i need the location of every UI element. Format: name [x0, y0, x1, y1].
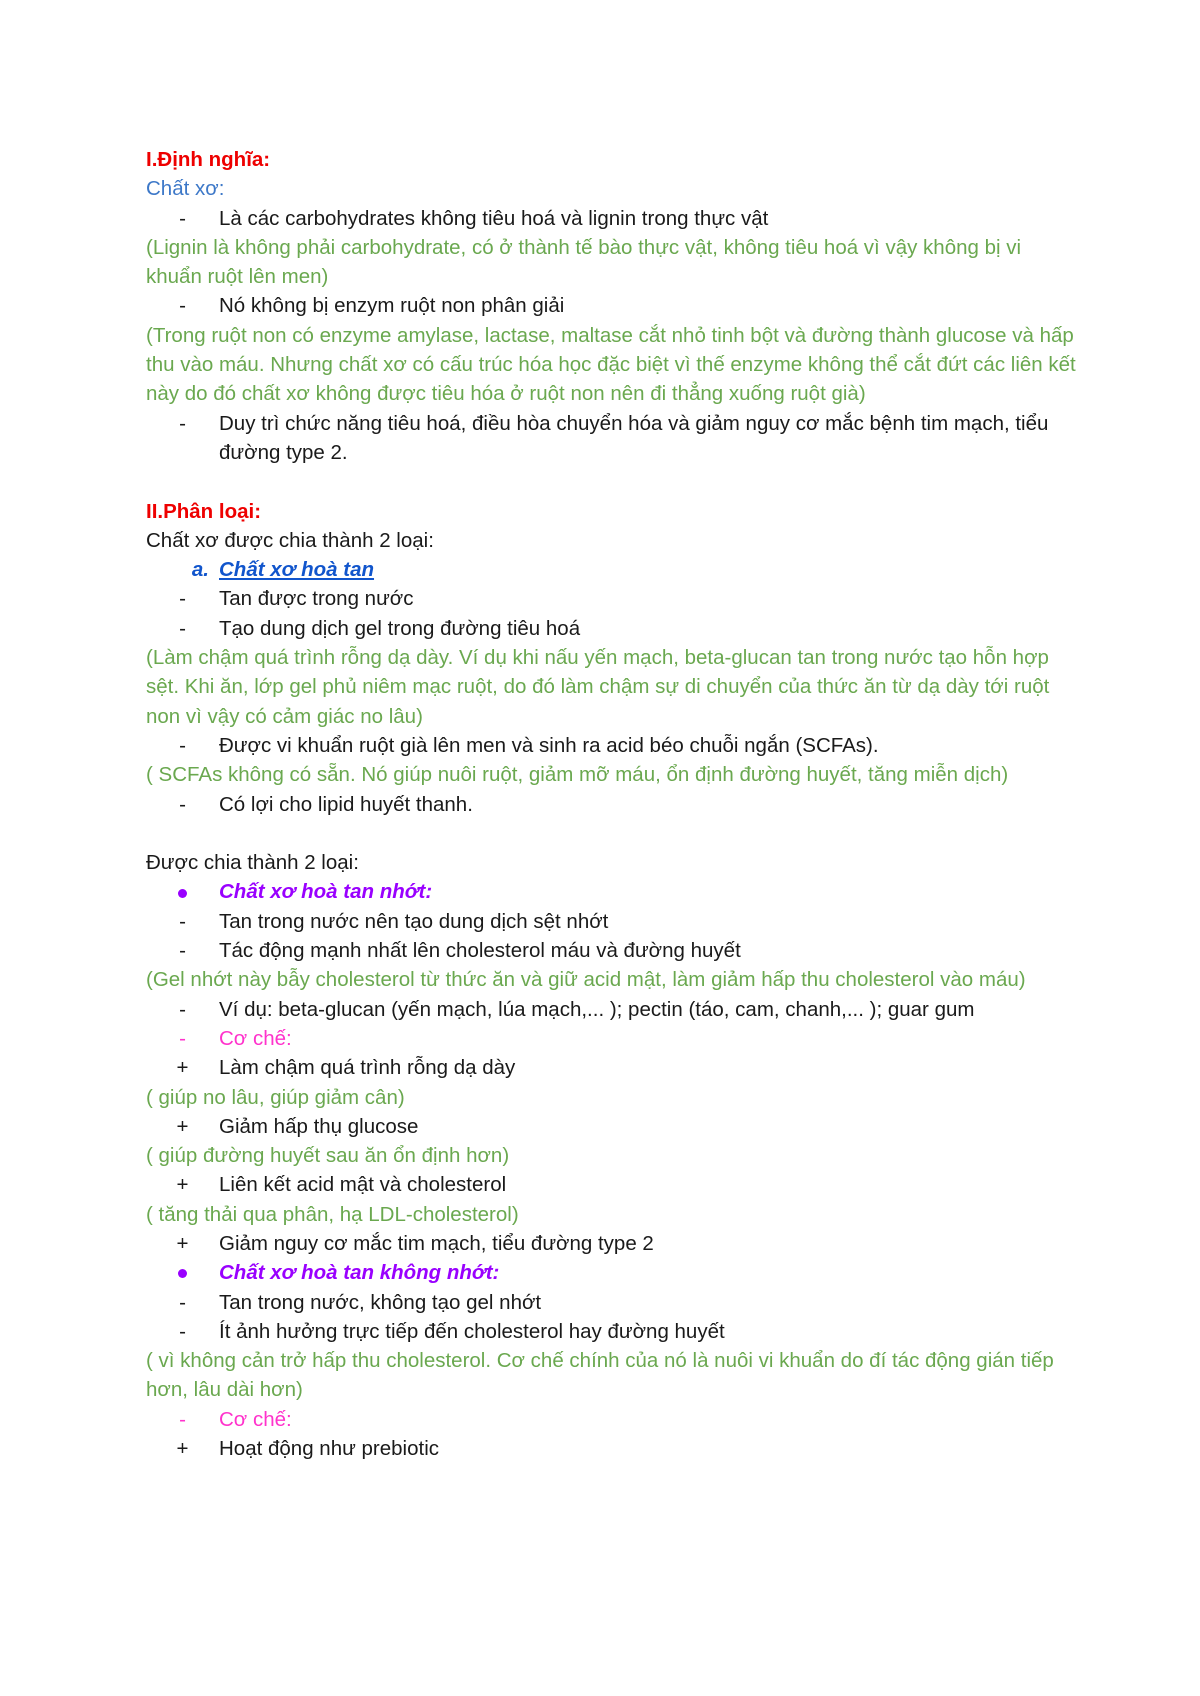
section-heading-definition: I.Định nghĩa:	[146, 148, 271, 171]
plus-item	[146, 1053, 1076, 1082]
list-item	[146, 907, 1076, 936]
letter-marker: a.	[191, 558, 209, 582]
note-text: ( vì không cản trở hấp thu cholesterol. Cơ chế chính của nó là nuôi vi khuẩn do đí tác động gián tiếp hơn, lâu dài hơn)	[146, 1349, 1054, 1402]
mechanism-label: Cơ chế:	[219, 1407, 292, 1431]
list-item-text: Tác động mạnh nhất lên cholesterol máu và đường huyết	[219, 939, 741, 963]
list-item	[146, 204, 1076, 233]
note-text: ( giúp đường huyết sau ăn ổn định hơn)	[146, 1144, 510, 1168]
dash-marker: -	[179, 939, 186, 963]
plus-item	[146, 1112, 1076, 1141]
note-text: ( giúp no lâu, giúp giảm cân)	[146, 1085, 405, 1109]
plus-item-text: Giảm nguy cơ mắc tim mạch, tiểu đường type 2	[219, 1231, 654, 1255]
note-text: (Trong ruột non có enzyme amylase, lactase, maltase cắt nhỏ tinh bột và đường thành glucose và hấp thu vào máu. Nhưng chất xơ có cấu trúc hóa học đặc biệt vì thế enzyme không thể cắt đứt các liên kết này do đó chất xơ không được tiêu hóa ở ruột non nên đi thẳng xuống ruột già)	[146, 323, 1076, 406]
list-item	[146, 584, 1076, 613]
dash-marker: -	[179, 587, 186, 611]
mechanism-label-item	[146, 1405, 1076, 1434]
plus-marker: +	[176, 1114, 189, 1138]
list-item	[146, 790, 1076, 819]
dash-marker: -	[179, 792, 186, 816]
dash-marker: -	[179, 1026, 186, 1050]
plus-item	[146, 1434, 1076, 1463]
dash-marker: -	[179, 733, 186, 757]
mechanism-label-item	[146, 1024, 1076, 1053]
plus-marker: +	[176, 1056, 189, 1080]
plus-item-text: Làm chậm quá trình rỗng dạ dày	[219, 1056, 516, 1080]
subheading-fiber: Chất xơ:	[146, 177, 225, 201]
dash-marker: -	[179, 206, 186, 230]
list-item	[146, 995, 1076, 1024]
list-item-text: Duy trì chức năng tiêu hoá, điều hòa chuyển hóa và giảm nguy cơ mắc bệnh tim mạch, tiểu đường type 2.	[219, 411, 1049, 464]
dash-marker: -	[179, 616, 186, 640]
note-text: ( SCFAs không có sẵn. Nó giúp nuôi ruột, giảm mỡ máu, ổn định đường huyết, tăng miễn dịch)	[146, 763, 1009, 787]
list-item-text: Ít ảnh hưởng trực tiếp đến cholesterol hay đường huyết	[219, 1319, 725, 1343]
dash-marker: -	[179, 1290, 186, 1314]
list-item	[146, 1317, 1076, 1346]
list-item-text: Được vi khuẩn ruột già lên men và sinh ra acid béo chuỗi ngắn (SCFAs).	[219, 733, 879, 757]
list-item-text: Ví dụ: beta-glucan (yến mạch, lúa mạch,... ); pectin (táo, cam, chanh,... ); guar gum	[219, 997, 975, 1021]
dash-marker: -	[179, 1319, 186, 1343]
list-item	[146, 1288, 1076, 1317]
plus-marker: +	[176, 1231, 189, 1255]
list-item	[146, 731, 1076, 760]
intro-text: Chất xơ được chia thành 2 loại:	[146, 528, 434, 552]
dash-marker: -	[179, 294, 186, 318]
list-item-text: Tan được trong nước	[219, 587, 414, 611]
note-text: ( tăng thải qua phân, hạ LDL-cholesterol)	[146, 1202, 519, 1226]
plus-item	[146, 1229, 1076, 1258]
list-item-text: Nó không bị enzym ruột non phân giải	[219, 294, 565, 318]
list-item	[146, 614, 1076, 643]
list-item-text: Tan trong nước, không tạo gel nhớt	[219, 1290, 542, 1314]
plus-marker: +	[176, 1437, 189, 1461]
viscous-fiber-heading	[146, 877, 1076, 906]
list-item-text: Tạo dung dịch gel trong đường tiêu hoá	[219, 616, 581, 640]
soluble-fiber-link[interactable]: Chất xơ hoà tan	[219, 558, 375, 582]
bullet-icon	[146, 1258, 219, 1287]
viscous-fiber-title: Chất xơ hoà tan nhớt:	[219, 880, 433, 904]
list-item	[146, 409, 1076, 468]
bullet-icon	[146, 877, 219, 906]
dash-marker: -	[179, 1407, 186, 1431]
dash-marker: -	[179, 909, 186, 933]
mechanism-label: Cơ chế:	[219, 1026, 292, 1050]
plus-item	[146, 1170, 1076, 1199]
sub-heading-soluble	[146, 555, 1076, 584]
list-item-text: Tan trong nước nên tạo dung dịch sệt nhớt	[219, 909, 609, 933]
note-text: (Gel nhớt này bẫy cholesterol từ thức ăn và giữ acid mật, làm giảm hấp thu cholesterol vào máu)	[146, 968, 1026, 992]
list-item-text: Là các carbohydrates không tiêu hoá và lignin trong thực vật	[219, 206, 769, 230]
nonviscous-fiber-title: Chất xơ hoà tan không nhớt:	[219, 1261, 500, 1285]
note-text: (Làm chậm quá trình rỗng dạ dày. Ví dụ khi nấu yến mạch, beta-glucan tan trong nước tạo hỗn hợp sệt. Khi ăn, lớp gel phủ niêm mạc ruột, do đó làm chậm sự di chuyển của thức ăn từ dạ dày tới ruột non vì vậy có cảm giác no lâu)	[146, 646, 1050, 728]
plus-item-text: Liên kết acid mật và cholesterol	[219, 1173, 507, 1197]
document-body	[146, 145, 1076, 1463]
intro-text-2: Được chia thành 2 loại:	[146, 851, 359, 875]
plus-marker: +	[176, 1173, 189, 1197]
note-text: (Lignin là không phải carbohydrate, có ở thành tế bào thực vật, không tiêu hoá vì vậy không bị vi khuẩn ruột lên men)	[146, 235, 1022, 289]
nonviscous-fiber-heading	[146, 1258, 1076, 1287]
plus-item-text: Hoạt động như prebiotic	[219, 1437, 440, 1461]
list-item	[146, 936, 1076, 965]
section-heading-classification: II.Phân loại:	[146, 499, 262, 523]
dash-marker: -	[179, 997, 186, 1021]
plus-item-text: Giảm hấp thụ glucose	[219, 1114, 419, 1138]
list-item	[146, 291, 1076, 320]
list-item-text: Có lợi cho lipid huyết thanh.	[219, 792, 473, 816]
dash-marker: -	[179, 411, 186, 435]
